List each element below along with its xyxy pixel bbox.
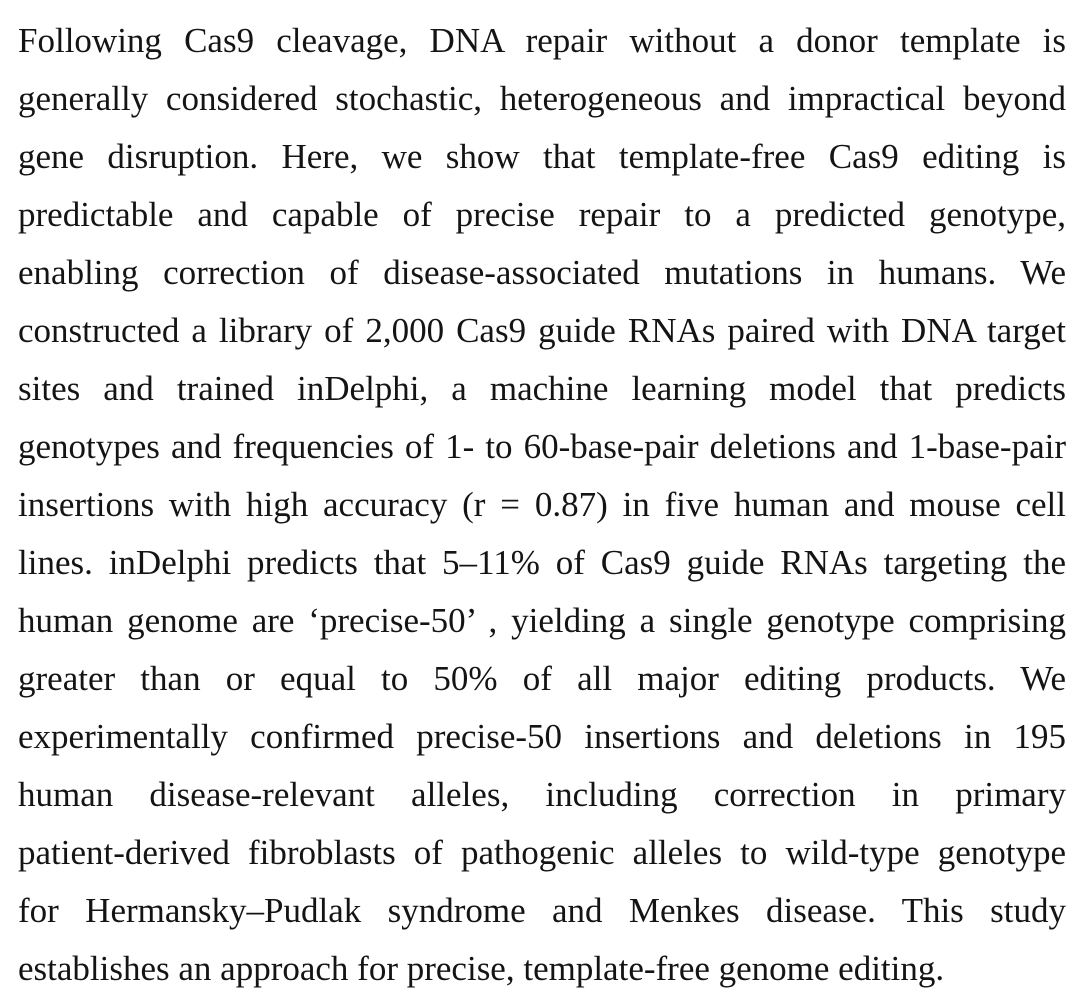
abstract-line-17: establishes an approach for precise, template-free genome editing. <box>18 949 945 988</box>
abstract-line-6: constructed a library of 2,000 Cas9 guide RNAs paired with DNA target <box>18 311 1066 350</box>
abstract-line-13: experimentally confirmed precise-50 insertions and deletions in 195 <box>18 717 1066 756</box>
abstract-line-3: gene disruption. Here, we show that template-free Cas9 editing is <box>18 137 1066 176</box>
abstract-line-14: human disease-relevant alleles, including correction in primary <box>18 775 1066 814</box>
abstract-line-4: predictable and capable of precise repair to a predicted genotype, <box>18 195 1066 234</box>
abstract-line-1: Following Cas9 cleavage, DNA repair without a donor template is <box>18 21 1066 60</box>
abstract-line-11: human genome are ‘precise-50’ , yielding a single genotype comprising <box>18 601 1066 640</box>
abstract-line-5: enabling correction of disease-associated mutations in humans. We <box>18 253 1066 292</box>
abstract-line-10: lines. inDelphi predicts that 5–11% of Cas9 guide RNAs targeting the <box>18 543 1066 582</box>
abstract-line-9: insertions with high accuracy (r = 0.87) in five human and mouse cell <box>18 485 1066 524</box>
abstract-line-7: sites and trained inDelphi, a machine learning model that predicts <box>18 369 1066 408</box>
abstract-line-16: for Hermansky–Pudlak syndrome and Menkes disease. This study <box>18 891 1066 930</box>
abstract-line-15: patient-derived fibroblasts of pathogenic alleles to wild-type genotype <box>18 833 1066 872</box>
abstract-paragraph <box>18 12 1066 998</box>
abstract-line-8: genotypes and frequencies of 1- to 60-base-pair deletions and 1-base-pair <box>18 427 1066 466</box>
abstract-line-2: generally considered stochastic, heterogeneous and impractical beyond <box>18 79 1066 118</box>
abstract-line-12: greater than or equal to 50% of all major editing products. We <box>18 659 1066 698</box>
